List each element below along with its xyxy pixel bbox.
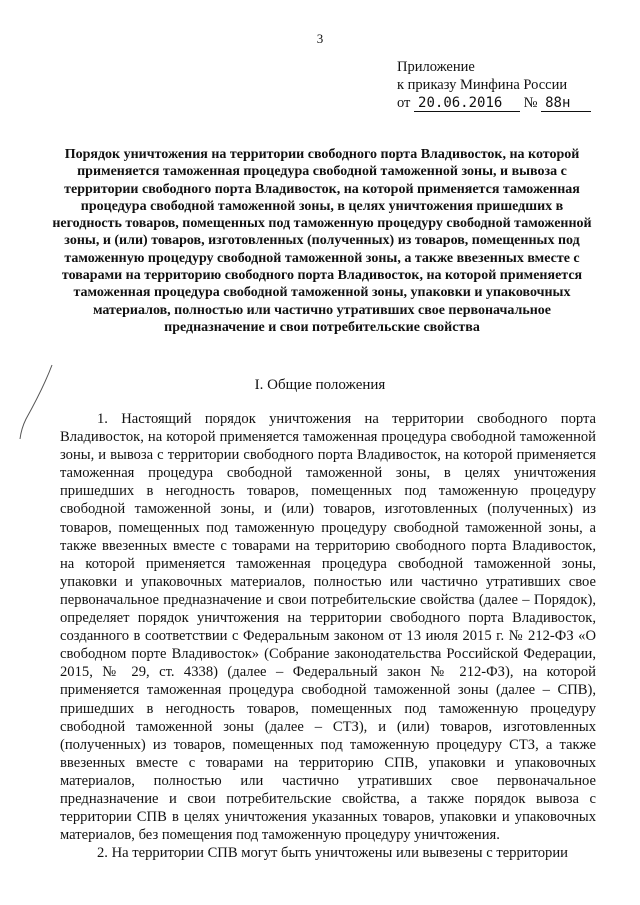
order-date: 20.06.2016 (414, 95, 520, 112)
date-prefix: от (397, 95, 411, 111)
body-text (60, 410, 596, 862)
appendix-order-reference: к приказу Минфина России (397, 77, 568, 93)
appendix-date-line (397, 94, 591, 112)
number-prefix: № (523, 95, 538, 111)
page-number: 3 (316, 31, 324, 46)
appendix-label: Приложение (397, 59, 475, 75)
paragraph-2: 2. На территории СПВ могут быть уничтожены или вывезены с территории (97, 845, 568, 862)
document-title: Порядок уничтожения на территории свободного порта Владивосток, на которой применяется таможенная процедура свободной таможенной зоны, и вывоза с территории свободного порта Владивосток, на которой применяется таможенная процедура свободной таможенной зоны, в целях уничтожения пришедших в негодность товаров, помещенных под таможенную процедуру свободной таможенной зоны, и (или) товаров, изготовленных (полученных) из товаров, помещенных под таможенную процедуру свободной таможенной зоны, а также ввезенных вместе с товарами на территорию свободного порта Владивосток, на которой применяется таможенная процедура свободной таможенной зоны, упаковки и упаковочных материалов, полностью или частично утративших свое первоначальное предназначение и свои потребительские свойства (52, 147, 592, 335)
paragraph-1: 1. Настоящий порядок уничтожения на территории свободного порта Владивосток, на которой применяется таможенная процедура свободной таможенной зоны, и вывоза с территории свободного порта Владивосток, на которой применяется таможенная процедура свободной таможенной зоны, в целях уничтожения пришедших в негодность товаров, помещенных под таможенную процедуру свободной таможенной зоны, и (или) товаров, изготовленных (полученных) из товаров, помещенных под таможенную процедуру свободной таможенной зоны, а также ввезенных вместе с товарами на территорию свободного порта Владивосток, на которой применяется таможенная процедура свободной таможенной зоны, упаковки и упаковочных материалов, полностью или частично утративших свое первоначальное предназначение и свои потребительские свойства (далее – Порядок), определяет порядок уничтожения на территории свободного порта Владивосток, созданного в соответствии с Федеральным законом от 13 июля 2015 г. № 212-ФЗ «О свободном порте Владивосток» (Собрание законодательства Российской Федерации, 2015, № 29, ст. 4338) (далее – Федеральный закон № 212-ФЗ), на которой применяется таможенная процедура свободной таможенной зоны (далее – СПВ), пришедших в негодность товаров, помещенных под таможенную процедуру свободной таможенной зоны (далее – СТЗ), и (или) товаров, изготовленных (полученных) из товаров, помещенных под таможенную процедуру СТЗ, а также ввезенных вместе с товарами на территорию СПВ, упаковки и упаковочных материалов, полностью или частично утративших свое первоначальное предназначение и свои потребительские свойства, а также порядок вывоза с территории СПВ в целях уничтожения указанных товаров, упаковки и упаковочных материалов, без помещения под таможенную процедуру уничтожения. (60, 411, 596, 844)
appendix-block (397, 58, 591, 112)
order-number: 88н (541, 95, 591, 112)
margin-pen-stroke (18, 363, 54, 441)
section-heading: I. Общие положения (254, 377, 386, 393)
